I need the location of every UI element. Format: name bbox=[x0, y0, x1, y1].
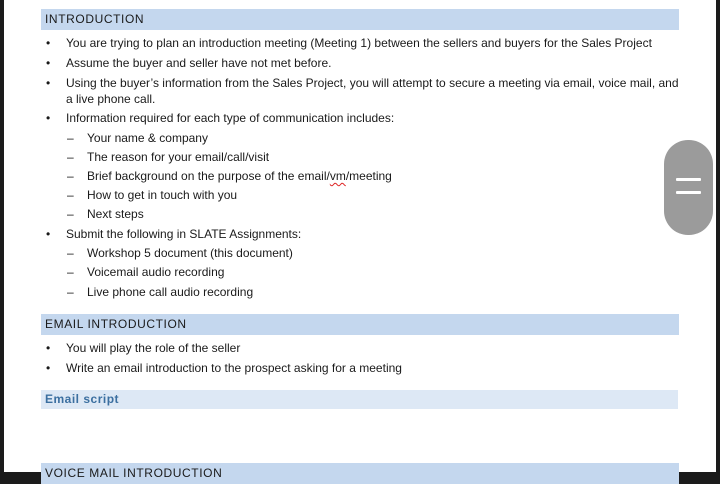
section-header-introduction: INTRODUCTION bbox=[41, 9, 679, 30]
bullet-icon: • bbox=[46, 56, 51, 70]
bullet-icon: • bbox=[46, 341, 51, 355]
handle-bar-bottom bbox=[676, 191, 701, 194]
dash-icon: – bbox=[67, 188, 74, 202]
section-header-email-introduction: EMAIL INTRODUCTION bbox=[41, 314, 679, 335]
document-page bbox=[4, 0, 716, 480]
dash-icon: – bbox=[67, 265, 74, 279]
bullet-icon: • bbox=[46, 227, 51, 241]
intro-bullet-1: You are trying to plan an introduction meeting (Meeting 1) between the sellers and buyers for the Sales Project bbox=[66, 36, 652, 50]
info-item-next-steps: Next steps bbox=[87, 207, 144, 221]
dash-icon: – bbox=[67, 150, 74, 164]
bullet-icon: • bbox=[46, 111, 51, 125]
intro-bullet-2: Assume the buyer and seller have not met before. bbox=[66, 56, 332, 70]
info-item-name: Your name & company bbox=[87, 131, 208, 145]
bullet-icon: • bbox=[46, 36, 51, 50]
bullet-icon: • bbox=[46, 76, 51, 90]
submit-item-live-call: Live phone call audio recording bbox=[87, 285, 254, 299]
intro-bullet-3-line-1: Using the buyer’s information from the Sales Project, you will attempt to secure a meeting via email, voice mail, and bbox=[66, 76, 679, 90]
bullet-icon: • bbox=[46, 361, 51, 375]
intro-bullet-3-line-2: a live phone call. bbox=[66, 92, 156, 106]
intro-bullet-4: Information required for each type of communication includes: bbox=[66, 111, 395, 125]
dash-icon: – bbox=[67, 131, 74, 145]
submit-item-voicemail: Voicemail audio recording bbox=[87, 265, 225, 279]
email-script-heading: Email script bbox=[41, 390, 678, 409]
info-item-background-text: Brief background on the purpose of the email/ bbox=[87, 169, 330, 183]
handle-bar-top bbox=[676, 178, 701, 181]
dash-icon: – bbox=[67, 169, 74, 183]
dash-icon: – bbox=[67, 207, 74, 221]
misspelled-word[interactable]: vm bbox=[329, 169, 346, 183]
dash-icon: – bbox=[67, 246, 74, 260]
scroll-handle[interactable] bbox=[664, 140, 713, 235]
section-header-voice-mail: VOICE MAIL INTRODUCTION bbox=[41, 463, 679, 484]
info-item-background-tail: /meeting bbox=[345, 169, 392, 183]
info-item-contact: How to get in touch with you bbox=[87, 188, 238, 202]
email-bullet-1: You will play the role of the seller bbox=[66, 341, 241, 355]
intro-bullet-5: Submit the following in SLATE Assignments: bbox=[66, 227, 302, 241]
info-item-reason: The reason for your email/call/visit bbox=[87, 150, 270, 164]
dash-icon: – bbox=[67, 285, 74, 299]
submit-item-document: Workshop 5 document (this document) bbox=[87, 246, 293, 260]
info-item-background bbox=[87, 168, 392, 184]
email-bullet-2: Write an email introduction to the prospect asking for a meeting bbox=[66, 361, 402, 375]
